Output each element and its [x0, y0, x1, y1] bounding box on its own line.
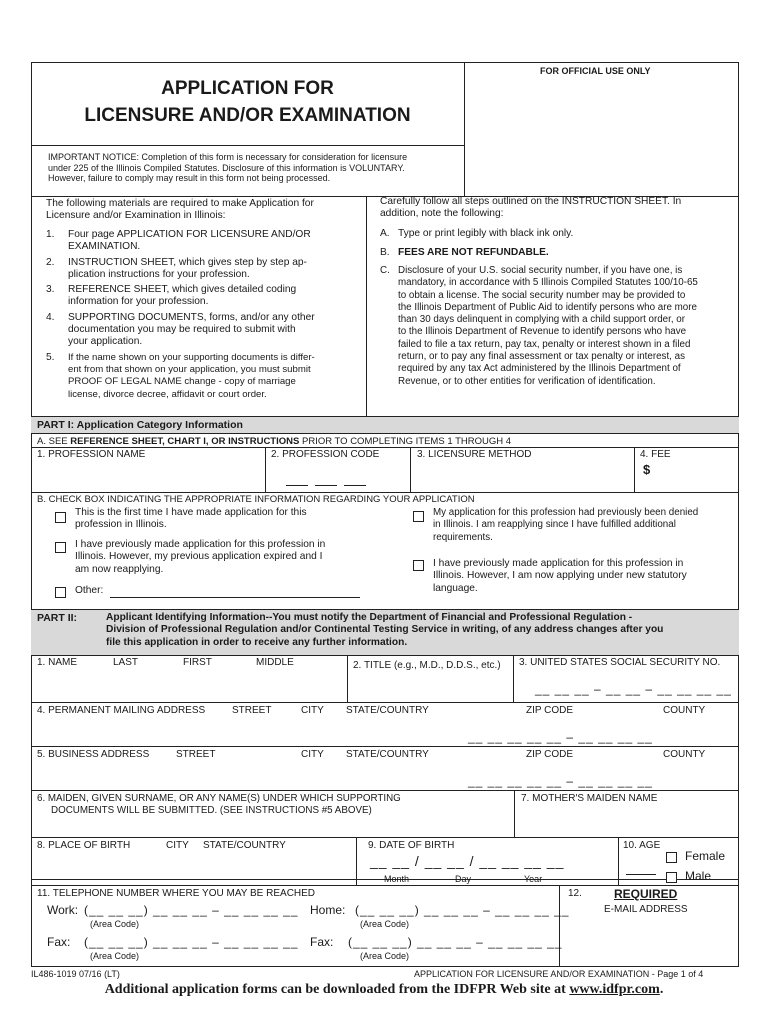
note-line: to the Illinois Department of Revenue to identify persons who have	[398, 326, 687, 338]
mailing-county-field[interactable]	[655, 718, 735, 744]
last-name-label: LAST	[113, 657, 139, 668]
note-line: the Illinois Department of Public Aid to identify persons who are more	[398, 301, 697, 313]
rule	[31, 702, 739, 703]
code-blank	[344, 485, 366, 486]
profession-name-label: 1. PROFESSION NAME	[37, 449, 146, 460]
divider	[356, 837, 357, 885]
period: .	[659, 982, 664, 997]
website-link[interactable]: www.idfpr.com	[569, 982, 660, 997]
materials-list	[46, 229, 358, 401]
note-b	[380, 247, 549, 259]
mailing-address-field[interactable]	[34, 718, 464, 744]
profession-code-label: 2. PROFESSION CODE	[271, 449, 380, 460]
denied-reapply-checkbox[interactable]	[413, 511, 424, 522]
item-line: plication instructions for your profession.	[68, 268, 250, 280]
male-checkbox[interactable]	[666, 872, 677, 883]
expired-reapply-checkbox[interactable]	[55, 542, 66, 553]
male-label: Male	[685, 869, 712, 883]
business-address-label: 5. BUSINESS ADDRESS	[37, 749, 150, 760]
work-phone-field[interactable]: (__ __ __) __ __ __ – __ __ __ __	[84, 903, 299, 917]
note-letter: A.	[380, 228, 390, 239]
fax-label: Fax:	[47, 935, 71, 949]
download-text: Additional application forms can be downloaded from the IDFPR Web site at	[104, 982, 570, 997]
rule	[31, 746, 739, 747]
note-c	[380, 265, 730, 388]
note-text: Type or print legibly with black ink only.	[398, 228, 574, 239]
fax-area-code-caption: (Area Code)	[90, 951, 140, 961]
profession-code-field[interactable]	[268, 462, 407, 490]
mailing-zip-field[interactable]: __ __ __ __ __ – __ __ __ __	[468, 730, 653, 744]
date-of-birth-field[interactable]: __ __ / __ __ / __ __ __ __	[370, 853, 565, 869]
dob-year-caption: Year	[524, 874, 543, 884]
ssn-label: 3. UNITED STATES SOCIAL SECURITY NO.	[519, 657, 721, 668]
item-number: 3.	[46, 284, 55, 296]
fax-field[interactable]: (__ __ __) __ __ __ – __ __ __ __	[84, 935, 299, 949]
note-line: failed to file a tax return, pay tax, penalty or interest shown in a filed	[398, 338, 691, 350]
note-line: to obtain a license. The social security number may be provided to	[398, 289, 686, 301]
first-time-option-text	[75, 507, 365, 532]
second-fax-field[interactable]: (__ __ __) __ __ __ – __ __ __ __	[348, 935, 563, 949]
intro-line: addition, note the following:	[380, 208, 504, 220]
mailing-county-label: COUNTY	[663, 705, 706, 716]
dob-day-caption: Day	[455, 874, 472, 884]
intro-divider	[366, 196, 367, 416]
rule	[31, 433, 739, 434]
business-state-label: STATE/COUNTRY	[346, 749, 429, 760]
birthplace-state-label: STATE/COUNTRY	[203, 840, 286, 851]
work-area-code-caption: (Area Code)	[90, 919, 140, 929]
mother-maiden-name-field[interactable]	[518, 806, 735, 835]
female-label: Female	[685, 849, 726, 863]
maiden-names-label	[37, 793, 401, 817]
instruction-bold: REFERENCE SHEET, CHART I, OR INSTRUCTIONS	[70, 436, 300, 447]
heading-line: Division of Professional Regulation and/or Continental Testing Service in writing, of any address changes after you	[106, 624, 664, 636]
other-input-line[interactable]	[110, 597, 360, 598]
second-fax-label: Fax:	[310, 935, 334, 949]
mailing-state-label: STATE/COUNTRY	[346, 705, 429, 716]
item-number: 2.	[46, 256, 55, 268]
notice-line: under 225 of the Illinois Compiled Statutes. Disclosure of this information is VOLUNTARY.	[48, 162, 405, 173]
border-right-ext	[738, 880, 739, 967]
divider	[513, 655, 514, 702]
telephone-label: 11. TELEPHONE NUMBER WHERE YOU MAY BE REACHED	[37, 888, 316, 899]
required-label: REQUIRED	[614, 887, 678, 901]
note-line: Revenue, or to other entities for verification of identification.	[398, 375, 656, 387]
birthplace-field[interactable]	[34, 853, 352, 883]
form-bottom-line	[31, 966, 739, 967]
mailing-street-label: STREET	[232, 705, 272, 716]
item-line: Four page APPLICATION FOR LICENSURE AND/OR	[68, 229, 311, 240]
rule	[31, 609, 739, 610]
business-street-label: STREET	[176, 749, 216, 760]
notice-line: However, failure to comply may result in this form not being processed.	[48, 173, 331, 183]
divider	[265, 447, 266, 492]
instruction-suffix: PRIOR TO COMPLETING ITEMS 1 THROUGH 4	[299, 436, 512, 447]
option-line: language.	[433, 582, 478, 594]
materials-item-2	[46, 257, 358, 282]
form-title-line1: APPLICATION FOR	[161, 78, 334, 99]
option-line: My application for this profession had previously been denied	[433, 507, 699, 518]
right-intro	[380, 196, 730, 221]
name-field[interactable]	[34, 670, 344, 700]
mailing-zip-label: ZIP CODE	[526, 705, 574, 716]
divider	[347, 655, 348, 702]
notice-line: IMPORTANT NOTICE: Completion of this form is necessary for consideration for licensure	[48, 152, 408, 162]
name-label: 1. NAME	[37, 657, 78, 668]
licensure-method-label: 3. LICENSURE METHOD	[417, 449, 532, 460]
business-address-field[interactable]	[34, 762, 464, 788]
item-line: documentation you may be required to submit with	[68, 324, 296, 336]
note-letter: B.	[380, 247, 390, 258]
title-underline	[31, 145, 464, 146]
title-label: 2. TITLE (e.g., M.D., D.D.S., etc.)	[353, 660, 501, 671]
form-title-line2: LICENSURE AND/OR EXAMINATION	[84, 105, 411, 126]
business-zip-label: ZIP CODE	[526, 749, 574, 760]
item-number: 4.	[46, 311, 55, 323]
option-line: requirements.	[433, 531, 493, 543]
note-line: mandatory, in accordance with 5 Illinois Compiled Statutes 100/10-65	[398, 277, 698, 289]
rule	[31, 837, 739, 838]
note-line: than 30 days delinquent in complying with a child support order, or	[398, 314, 686, 326]
second-fax-area-code-caption: (Area Code)	[360, 951, 410, 961]
item-line: EXAMINATION.	[68, 241, 141, 253]
note-line: Disclosure of your U.S. social security number, if you have one, is	[398, 265, 683, 276]
note-letter: C.	[380, 265, 390, 276]
other-option-label: Other:	[75, 585, 104, 596]
item-line: your application.	[68, 336, 143, 348]
item-line: ent from that shown on your application, you must submit	[68, 363, 311, 375]
email-address-field[interactable]	[564, 918, 736, 964]
ssn-field[interactable]: __ __ __ – __ __ – __ __ __ __	[535, 682, 732, 696]
part1-heading: PART I: Application Category Information	[37, 419, 243, 431]
fee-dollar-sign: $	[643, 462, 651, 477]
item-line: license, divorce decree, affidavit or court order.	[68, 388, 267, 400]
new-statutory-option-text	[433, 558, 733, 595]
heading-line: file this application in order to receive any further information.	[106, 636, 408, 648]
label-line: 6. MAIDEN, GIVEN SURNAME, OR ANY NAME(S) UNDER WHICH SUPPORTING	[37, 793, 401, 804]
code-blank	[286, 485, 308, 486]
rule	[31, 885, 739, 886]
option-line: This is the first time I have made application for this	[75, 507, 307, 518]
note-line: required by any tax Act administered by the Illinois Department of	[398, 363, 681, 375]
rule	[31, 492, 739, 493]
note-text: FEES ARE NOT REFUNDABLE.	[398, 247, 549, 258]
fee-label: 4. FEE	[640, 449, 671, 460]
home-area-code-caption: (Area Code)	[360, 919, 410, 929]
mailing-city-label: CITY	[301, 705, 324, 716]
new-statutory-checkbox[interactable]	[413, 560, 424, 571]
materials-item-3	[46, 284, 358, 309]
note-line: return, or to pay any final assessment or tax penalty or interest, as	[398, 351, 685, 363]
intro-line: Licensure and/or Examination in Illinois:	[46, 210, 226, 222]
birthplace-label: 8. PLACE OF BIRTH	[37, 840, 131, 851]
dob-month-caption: Month	[384, 874, 410, 884]
rule	[31, 655, 739, 656]
licensure-method-field[interactable]	[413, 462, 631, 490]
item-line: SUPPORTING DOCUMENTS, forms, and/or any other	[68, 311, 315, 323]
header-divider	[464, 62, 465, 196]
option-line: I have previously made application for this profession in	[433, 558, 684, 569]
date-of-birth-label: 9. DATE OF BIRTH	[368, 840, 455, 851]
item-number: 5.	[46, 351, 55, 363]
mailing-address-label: 4. PERMANENT MAILING ADDRESS	[37, 705, 206, 716]
note-a	[380, 228, 574, 240]
form-id: IL486-1019 07/16 (LT)	[31, 969, 120, 979]
divider	[634, 447, 635, 492]
email-address-label: E-MAIL ADDRESS	[604, 904, 688, 915]
fee-field[interactable]	[655, 462, 735, 490]
female-checkbox[interactable]	[666, 852, 677, 863]
business-city-label: CITY	[301, 749, 324, 760]
intro-line: Carefully follow all steps outlined on the INSTRUCTION SHEET. In	[380, 196, 682, 207]
rule	[31, 790, 739, 791]
first-name-label: FIRST	[183, 657, 212, 668]
border-left-ext	[31, 880, 32, 967]
application-type-instruction: B. CHECK BOX INDICATING THE APPROPRIATE INFORMATION REGARDING YOUR APPLICATION	[37, 494, 475, 505]
home-phone-field[interactable]: (__ __ __) __ __ __ – __ __ __ __	[355, 903, 570, 917]
item-line: INSTRUCTION SHEET, which gives step by step ap-	[68, 256, 307, 268]
home-phone-label: Home:	[310, 903, 346, 917]
option-line: am now reapplying.	[75, 563, 164, 575]
code-blank	[315, 485, 337, 486]
option-line: profession in Illinois.	[75, 519, 167, 531]
expired-reapply-option-text	[75, 539, 365, 576]
intro-line: The following materials are required to make Application for	[46, 198, 314, 209]
heading-line: Applicant Identifying Information--You must notify the Department of Financial and Professional Regulation -	[106, 612, 633, 623]
option-line: in Illinois. I am reapplying since I have fulfilled additional	[433, 519, 676, 531]
divider	[559, 885, 560, 967]
maiden-names-field[interactable]	[34, 818, 510, 835]
option-line: Illinois. However, I am now applying under new statutory	[433, 570, 687, 582]
item-line: PROOF OF LEGAL NAME change - copy of marriage	[68, 376, 296, 388]
age-label: 10. AGE	[623, 840, 661, 851]
option-line: Illinois. However, my previous application expired and I	[75, 551, 323, 563]
age-input-line[interactable]	[626, 874, 656, 875]
work-phone-label: Work:	[47, 903, 79, 917]
item-line: If the name shown on your supporting documents is differ-	[68, 351, 315, 363]
instruction-prefix: A. SEE	[37, 436, 71, 447]
part2-heading	[106, 612, 736, 649]
business-county-field[interactable]	[655, 762, 735, 788]
denied-reapply-option-text	[433, 507, 733, 544]
profession-name-field[interactable]	[34, 462, 262, 490]
birthplace-city-label: CITY	[166, 840, 189, 851]
label-line: DOCUMENTS WILL BE SUBMITTED. (SEE INSTRUCTIONS #5 ABOVE)	[51, 805, 372, 816]
business-county-label: COUNTY	[663, 749, 706, 760]
official-use-label: FOR OFFICIAL USE ONLY	[540, 66, 651, 76]
materials-item-4	[46, 312, 358, 349]
option-line: I have previously made application for this profession in	[75, 539, 326, 550]
important-notice	[48, 152, 407, 184]
part2-label: PART II:	[37, 612, 78, 624]
materials-item-5	[46, 352, 358, 401]
middle-name-label: MIDDLE	[256, 657, 294, 668]
rule	[31, 416, 739, 417]
other-checkbox[interactable]	[55, 587, 66, 598]
page-indicator: APPLICATION FOR LICENSURE AND/OR EXAMINATION - Page 1 of 4	[414, 969, 704, 979]
title-field[interactable]	[350, 673, 510, 700]
first-time-checkbox[interactable]	[55, 512, 66, 523]
item-line: REFERENCE SHEET, which gives detailed coding	[68, 284, 297, 296]
divider	[514, 790, 515, 837]
divider	[410, 447, 411, 492]
business-zip-field[interactable]: __ __ __ __ __ – __ __ __ __	[468, 774, 653, 788]
item-line: information for your profession.	[68, 296, 209, 308]
materials-item-1	[46, 229, 358, 254]
download-notice	[0, 982, 768, 998]
left-intro	[46, 198, 358, 223]
divider	[618, 837, 619, 885]
email-number: 12.	[568, 888, 582, 899]
mother-maiden-name-label: 7. MOTHER'S MAIDEN NAME	[521, 793, 658, 804]
item-number: 1.	[46, 229, 55, 240]
rule	[31, 447, 739, 448]
